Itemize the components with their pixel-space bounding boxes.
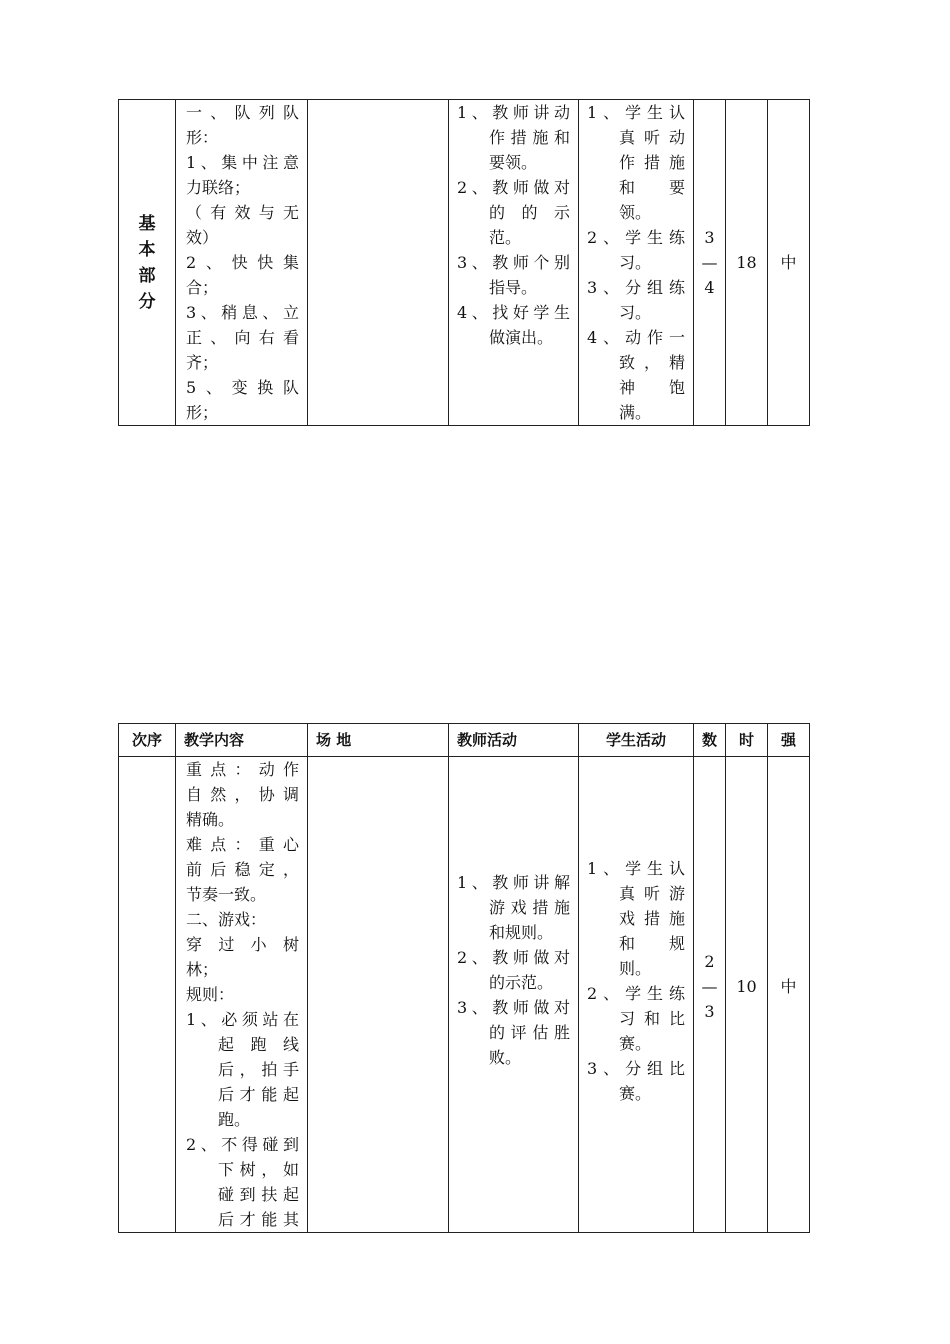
content-line: 2、快快集: [186, 253, 299, 272]
student-line: 领。: [619, 203, 652, 222]
content-line: 力联络；: [186, 178, 251, 197]
student-line: 神 饱: [619, 378, 685, 397]
venue-cell: [308, 100, 449, 426]
count-part: 2: [704, 952, 715, 971]
content-line: 1、集中注意: [186, 153, 299, 172]
student-lines: [579, 856, 693, 1106]
table-header-row: [119, 724, 810, 757]
header-order: 次序: [119, 724, 176, 757]
content-line: 效）: [186, 228, 219, 247]
rule-line: 1、必须站在: [186, 1010, 299, 1029]
count-value: [702, 949, 718, 1024]
count-part: 3: [704, 1002, 715, 1021]
rule-line: 碰到扶起: [218, 1185, 299, 1204]
student-line: 赛。: [619, 1033, 652, 1053]
header-intensity: 强: [768, 724, 810, 757]
content-line: （有效与无: [186, 203, 299, 222]
teacher-line: 作措施和: [489, 128, 570, 147]
rule-line: 后，拍手: [218, 1060, 299, 1079]
teacher-line: 的评估胜: [489, 1022, 570, 1042]
teacher-line: 的示范。: [489, 972, 554, 992]
teacher-line: 和规则。: [489, 922, 554, 942]
content-line: 形：: [186, 128, 219, 147]
student-line: 则。: [619, 958, 652, 978]
content-line: 合；: [186, 278, 219, 297]
teacher-line: 要领。: [489, 153, 538, 172]
student-line: 4、动作一: [587, 328, 685, 347]
content-cell: [176, 757, 308, 1233]
student-line: 戏措施: [619, 908, 685, 928]
content-line: 前后稳定，: [186, 860, 299, 879]
content-line: 重点：动作: [186, 760, 299, 779]
student-line: 致，精: [619, 353, 685, 372]
content-line: 形；: [186, 403, 219, 422]
teacher-line: 3、教师个别: [457, 253, 570, 272]
count-part: 4: [704, 278, 715, 297]
student-line: 赛。: [619, 1083, 652, 1103]
student-line: 3、分组比: [587, 1058, 685, 1078]
student-line: 和 规: [619, 933, 685, 953]
section-label: 基本部分: [138, 213, 156, 312]
content-line: 3、稍息、立: [186, 303, 299, 322]
count-part: —: [701, 253, 718, 272]
student-cell: [579, 100, 694, 426]
rule-line: 起跑线: [218, 1035, 299, 1054]
header-time: 时: [726, 724, 768, 757]
content-line: 二、游戏：: [186, 910, 267, 929]
student-line: 1、学生认: [587, 858, 685, 878]
teacher-line: 的的示: [489, 203, 570, 222]
student-line: 1、学生认: [587, 103, 685, 122]
teacher-line: 做演出。: [489, 328, 554, 347]
time-cell: 10: [726, 757, 768, 1233]
teacher-line: 1、教师讲解: [457, 872, 570, 892]
time-cell: 18: [726, 100, 768, 426]
content-lines: [176, 100, 307, 425]
student-line: 2、学生练: [587, 983, 685, 1003]
header-venue: 场 地: [308, 724, 449, 757]
intensity-cell: 中: [768, 757, 810, 1233]
content-line: 精确。: [186, 810, 235, 829]
order-cell: [119, 757, 176, 1233]
content-line: 难点：重心: [186, 835, 299, 854]
intensity-cell: 中: [768, 100, 810, 426]
student-line: 2、学生练: [587, 228, 685, 247]
content-line: 林；: [186, 960, 219, 979]
teacher-line: 4、找好学生: [457, 303, 570, 322]
student-cell: [579, 757, 694, 1233]
student-line: 3、分组练: [587, 278, 685, 297]
student-line: 作措施: [619, 153, 685, 172]
venue-cell: [308, 757, 449, 1233]
content-cell: [176, 100, 308, 426]
teacher-line: 1、教师讲动: [457, 103, 570, 122]
student-line: 习和比: [619, 1008, 685, 1028]
student-line: 真听动: [619, 128, 685, 147]
count-cell: [694, 100, 726, 426]
content-line: 齐；: [186, 353, 219, 372]
count-part: —: [701, 977, 718, 996]
content-line: 一、队列队: [186, 103, 299, 122]
teacher-line: 3、教师做对: [457, 997, 570, 1017]
header-teacher: 教师活动: [449, 724, 579, 757]
content-line: 正、向右看: [186, 328, 299, 347]
teacher-lines: [449, 870, 578, 1070]
table-row: [119, 100, 810, 426]
student-line: 习。: [619, 253, 652, 272]
teacher-cell: [449, 757, 579, 1233]
content-lines: [176, 757, 307, 1232]
count-part: 3: [704, 228, 715, 247]
content-line: 自然，协调: [186, 785, 299, 804]
content-line: 穿过小树: [186, 935, 299, 954]
lesson-plan-table-basic: [118, 99, 810, 426]
section-cell: [119, 100, 176, 426]
content-line: 5、变换队: [186, 378, 299, 397]
rule-line: 下树，如: [218, 1160, 299, 1179]
teacher-line: 游戏措施: [489, 897, 570, 917]
lesson-plan-table-game: [118, 723, 810, 1233]
student-line: 习。: [619, 303, 652, 322]
count-value: [702, 225, 718, 300]
teacher-line: 败。: [489, 1047, 522, 1067]
teacher-line: 2、教师做对: [457, 947, 570, 967]
count-cell: [694, 757, 726, 1233]
header-count: 数: [694, 724, 726, 757]
content-line: 规则：: [186, 985, 235, 1004]
student-lines: [579, 100, 693, 425]
rule-line: 后才能其: [218, 1210, 299, 1229]
student-line: 满。: [619, 403, 652, 422]
teacher-line: 范。: [489, 228, 522, 247]
table-row: [119, 757, 810, 1233]
rule-line: 2、不得碰到: [186, 1135, 299, 1154]
teacher-line: 2、教师做对: [457, 178, 570, 197]
teacher-cell: [449, 100, 579, 426]
student-line: 真听游: [619, 883, 685, 903]
rule-line: 跑。: [218, 1110, 251, 1129]
content-line: 节奏一致。: [186, 885, 267, 904]
teacher-line: 指导。: [489, 278, 538, 297]
student-line: 和 要: [619, 178, 685, 197]
rule-line: 后才能起: [218, 1085, 299, 1104]
header-student: 学生活动: [579, 724, 694, 757]
teacher-lines: [449, 100, 578, 350]
header-content: 教学内容: [176, 724, 308, 757]
